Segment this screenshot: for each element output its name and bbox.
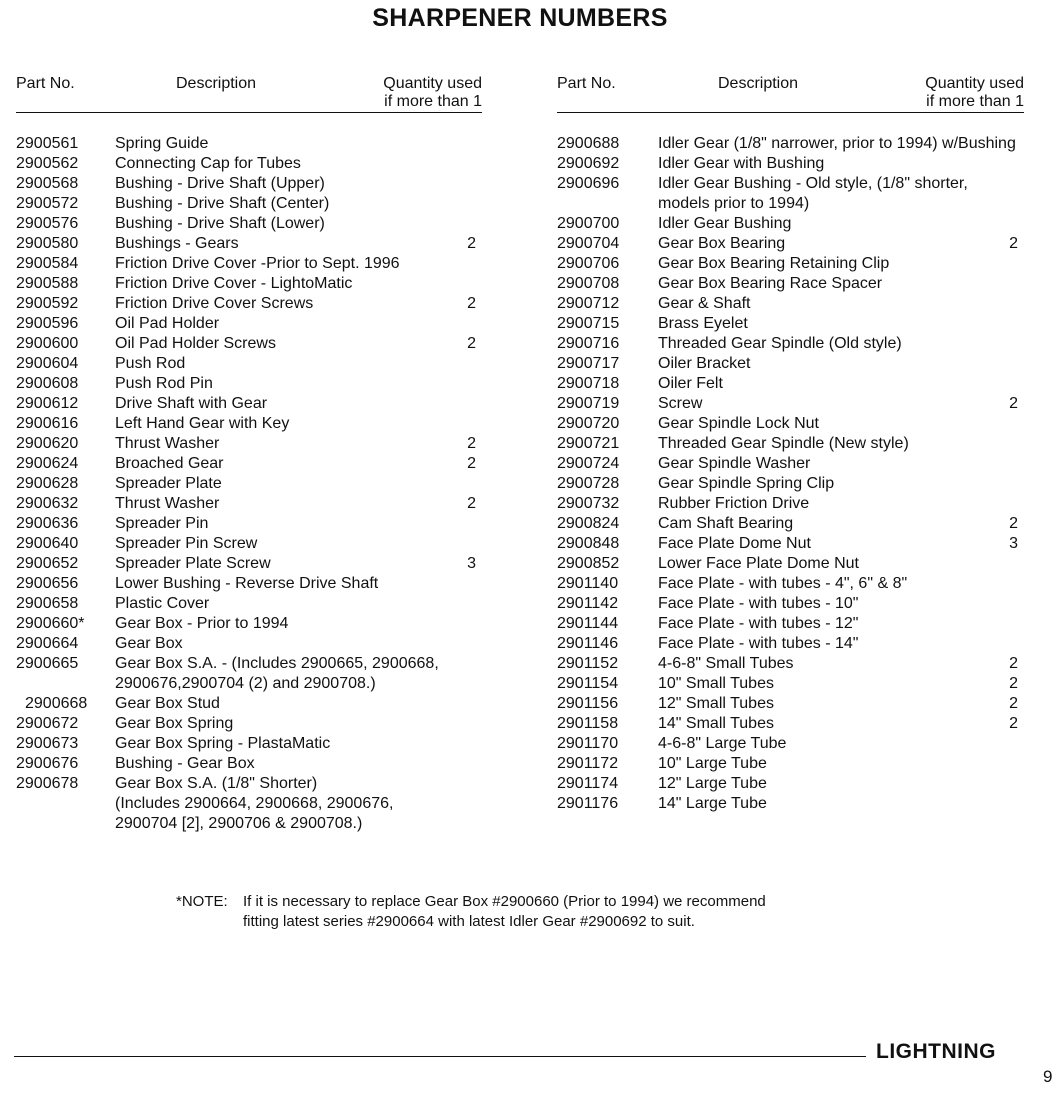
part-number: 2900696 bbox=[557, 175, 620, 192]
part-number: 2900717 bbox=[557, 355, 620, 372]
part-description: 4-6-8" Small Tubes bbox=[658, 655, 794, 672]
part-number: 2901146 bbox=[557, 635, 619, 652]
table-row bbox=[557, 414, 1024, 434]
part-number: 2900678 bbox=[16, 775, 79, 792]
table-row bbox=[557, 314, 1024, 334]
part-description: Friction Drive Cover - LightoMatic bbox=[115, 275, 353, 292]
part-number: 2900720 bbox=[557, 415, 620, 432]
part-quantity: 2 bbox=[467, 455, 476, 472]
table-row bbox=[16, 514, 482, 534]
part-quantity: 2 bbox=[467, 335, 476, 352]
part-number: 2900700 bbox=[557, 215, 620, 232]
table-row bbox=[557, 714, 1024, 734]
part-description: Push Rod Pin bbox=[115, 375, 213, 392]
part-description: Bushing - Drive Shaft (Center) bbox=[115, 195, 330, 212]
part-number: 2900672 bbox=[16, 715, 79, 732]
part-number: 2900636 bbox=[16, 515, 79, 532]
part-description: Gear Spindle Lock Nut bbox=[658, 415, 819, 432]
table-row bbox=[16, 694, 482, 714]
part-number: 2900692 bbox=[557, 155, 620, 172]
part-description: Gear Box Stud bbox=[115, 695, 220, 712]
table-row bbox=[16, 214, 482, 234]
part-description: Idler Gear Bushing bbox=[658, 215, 792, 232]
part-number: 2901172 bbox=[557, 755, 619, 772]
part-number: 2900716 bbox=[557, 335, 620, 352]
table-row bbox=[557, 674, 1024, 694]
table-row bbox=[557, 394, 1024, 414]
part-description: Idler Gear with Bushing bbox=[658, 155, 825, 172]
part-description: 10" Large Tube bbox=[658, 755, 767, 772]
note-label: *NOTE: bbox=[176, 893, 228, 910]
part-description: 4-6-8" Large Tube bbox=[658, 735, 787, 752]
part-number: 2901154 bbox=[557, 675, 619, 692]
part-description: models prior to 1994) bbox=[658, 195, 810, 212]
table-row bbox=[16, 814, 482, 834]
part-description: Oiler Bracket bbox=[658, 355, 751, 372]
footer-divider bbox=[14, 1056, 866, 1057]
table-row bbox=[16, 794, 482, 814]
table-header-left bbox=[16, 74, 482, 113]
part-number: 2900592 bbox=[16, 295, 79, 312]
table-row bbox=[16, 774, 482, 794]
part-description: Rubber Friction Drive bbox=[658, 495, 810, 512]
header-quantity bbox=[383, 75, 482, 111]
part-description: Lower Bushing - Reverse Drive Shaft bbox=[115, 575, 379, 592]
part-description: Gear Box Bearing bbox=[658, 235, 786, 252]
table-row bbox=[16, 614, 482, 634]
part-number: 2900624 bbox=[16, 455, 79, 472]
part-description: 14" Large Tube bbox=[658, 795, 767, 812]
table-row bbox=[557, 434, 1024, 454]
part-number: 2900640 bbox=[16, 535, 79, 552]
part-number: 2900706 bbox=[557, 255, 620, 272]
part-number: 2900616 bbox=[16, 415, 79, 432]
part-number: 2900584 bbox=[16, 255, 79, 272]
part-description: Bushing - Drive Shaft (Upper) bbox=[115, 175, 325, 192]
part-number: 2900718 bbox=[557, 375, 620, 392]
page-number: 9 bbox=[1043, 1067, 1053, 1086]
table-row bbox=[16, 354, 482, 374]
table-row bbox=[557, 194, 1024, 214]
part-quantity: 2 bbox=[467, 495, 476, 512]
part-number: 2901140 bbox=[557, 575, 619, 592]
table-header-right bbox=[557, 74, 1024, 113]
part-number: 2901152 bbox=[557, 655, 619, 672]
part-description: Brass Eyelet bbox=[658, 315, 748, 332]
note-line-1: If it is necessary to replace Gear Box #2900660 (Prior to 1994) we recommend bbox=[243, 893, 766, 910]
part-description: Connecting Cap for Tubes bbox=[115, 155, 301, 172]
part-number: 2900608 bbox=[16, 375, 79, 392]
part-number: 2900728 bbox=[557, 475, 620, 492]
part-quantity: 2 bbox=[467, 435, 476, 452]
table-row bbox=[557, 254, 1024, 274]
part-number: 2900572 bbox=[16, 195, 79, 212]
part-number: 2901170 bbox=[557, 735, 619, 752]
part-description: Oil Pad Holder Screws bbox=[115, 335, 276, 352]
part-description: Plastic Cover bbox=[115, 595, 210, 612]
table-row bbox=[557, 474, 1024, 494]
table-row bbox=[16, 714, 482, 734]
table-row bbox=[557, 634, 1024, 654]
part-number: 2900665 bbox=[16, 655, 79, 672]
part-description: Gear Box - Prior to 1994 bbox=[115, 615, 289, 632]
table-row bbox=[16, 654, 482, 674]
table-row bbox=[557, 534, 1024, 554]
part-description: Threaded Gear Spindle (New style) bbox=[658, 435, 909, 452]
table-row bbox=[16, 154, 482, 174]
table-row bbox=[557, 214, 1024, 234]
table-row bbox=[557, 274, 1024, 294]
part-description: Thrust Washer bbox=[115, 495, 220, 512]
part-description: Oiler Felt bbox=[658, 375, 723, 392]
table-row bbox=[16, 674, 482, 694]
part-description: Push Rod bbox=[115, 355, 186, 372]
part-description: 12" Small Tubes bbox=[658, 695, 774, 712]
part-number: 2900596 bbox=[16, 315, 79, 332]
part-number: 2901156 bbox=[557, 695, 619, 712]
part-number: 2900668 bbox=[25, 695, 88, 712]
part-number: 2900848 bbox=[557, 535, 620, 552]
part-description: Thrust Washer bbox=[115, 435, 220, 452]
table-row bbox=[16, 534, 482, 554]
table-row bbox=[16, 734, 482, 754]
header-description: Description bbox=[718, 75, 799, 92]
part-description: Gear & Shaft bbox=[658, 295, 751, 312]
table-row bbox=[16, 274, 482, 294]
table-row bbox=[16, 634, 482, 654]
part-description: Bushing - Gear Box bbox=[115, 755, 255, 772]
part-quantity: 2 bbox=[1009, 235, 1018, 252]
table-row bbox=[557, 654, 1024, 674]
table-row bbox=[16, 134, 482, 154]
part-number: 2900712 bbox=[557, 295, 620, 312]
part-description: Spreader Pin Screw bbox=[115, 535, 258, 552]
part-number: 2900664 bbox=[16, 635, 79, 652]
part-description: Gear Spindle Spring Clip bbox=[658, 475, 835, 492]
page-title: SHARPENER NUMBERS bbox=[372, 4, 668, 32]
part-number: 2900732 bbox=[557, 495, 620, 512]
part-description: Gear Box bbox=[115, 635, 183, 652]
table-row bbox=[16, 234, 482, 254]
part-quantity: 2 bbox=[1009, 675, 1018, 692]
part-description: Gear Box S.A. (1/8" Shorter) bbox=[115, 775, 318, 792]
part-number: 2900568 bbox=[16, 175, 79, 192]
part-description: Spring Guide bbox=[115, 135, 209, 152]
part-description: 12" Large Tube bbox=[658, 775, 767, 792]
part-number: 2901176 bbox=[557, 795, 619, 812]
table-row bbox=[557, 234, 1024, 254]
part-number: 2901142 bbox=[557, 595, 619, 612]
part-number: 2900824 bbox=[557, 515, 620, 532]
part-quantity: 2 bbox=[467, 295, 476, 312]
table-row bbox=[16, 454, 482, 474]
table-row bbox=[16, 494, 482, 514]
table-row bbox=[557, 494, 1024, 514]
table-row bbox=[557, 514, 1024, 534]
part-number: 2900562 bbox=[16, 155, 79, 172]
header-quantity-line2: if more than 1 bbox=[384, 93, 482, 110]
part-description: Idler Gear (1/8" narrower, prior to 1994) w/Bushing bbox=[658, 135, 1016, 152]
table-row bbox=[16, 394, 482, 414]
header-quantity-line1: Quantity used bbox=[383, 75, 482, 92]
part-description: Screw bbox=[658, 395, 703, 412]
table-row bbox=[16, 374, 482, 394]
table-row bbox=[557, 454, 1024, 474]
part-number: 2900604 bbox=[16, 355, 79, 372]
table-row bbox=[16, 174, 482, 194]
note-line-2: fitting latest series #2900664 with latest Idler Gear #2900692 to suit. bbox=[243, 913, 695, 930]
part-description: Gear Box Spring - PlastaMatic bbox=[115, 735, 331, 752]
part-description: Bushing - Drive Shaft (Lower) bbox=[115, 215, 325, 232]
part-number: 2900673 bbox=[16, 735, 79, 752]
table-row bbox=[16, 414, 482, 434]
part-number: 2901158 bbox=[557, 715, 619, 732]
header-quantity bbox=[925, 75, 1024, 111]
part-description: Bushings - Gears bbox=[115, 235, 239, 252]
part-number: 2900656 bbox=[16, 575, 79, 592]
part-number: 2900576 bbox=[16, 215, 79, 232]
part-number: 2901174 bbox=[557, 775, 619, 792]
part-quantity: 2 bbox=[1009, 515, 1018, 532]
part-number: 2900852 bbox=[557, 555, 620, 572]
table-row bbox=[16, 594, 482, 614]
table-row bbox=[557, 574, 1024, 594]
table-row bbox=[16, 294, 482, 314]
part-description: Spreader Plate bbox=[115, 475, 222, 492]
part-description: Left Hand Gear with Key bbox=[115, 415, 290, 432]
table-row bbox=[557, 354, 1024, 374]
part-number: 2900600 bbox=[16, 335, 79, 352]
part-description: Lower Face Plate Dome Nut bbox=[658, 555, 859, 572]
table-row bbox=[557, 294, 1024, 314]
part-number: 2900704 bbox=[557, 235, 620, 252]
parts-table-left bbox=[16, 74, 482, 834]
table-row bbox=[557, 334, 1024, 354]
header-quantity-line2: if more than 1 bbox=[926, 93, 1024, 110]
part-description: Spreader Pin bbox=[115, 515, 209, 532]
part-quantity: 2 bbox=[1009, 395, 1018, 412]
table-row bbox=[557, 374, 1024, 394]
part-number: 2900620 bbox=[16, 435, 79, 452]
part-description: Face Plate Dome Nut bbox=[658, 535, 811, 552]
part-description: Spreader Plate Screw bbox=[115, 555, 271, 572]
part-quantity: 2 bbox=[1009, 695, 1018, 712]
table-row bbox=[16, 474, 482, 494]
part-description: Face Plate - with tubes - 10" bbox=[658, 595, 859, 612]
part-description: Face Plate - with tubes - 14" bbox=[658, 635, 859, 652]
table-row bbox=[557, 554, 1024, 574]
header-part-no: Part No. bbox=[557, 75, 616, 92]
part-description: 2900676,2900704 (2) and 2900708.) bbox=[115, 675, 376, 692]
part-number: 2900719 bbox=[557, 395, 620, 412]
table-row bbox=[557, 134, 1024, 154]
header-description: Description bbox=[176, 75, 257, 92]
part-description: Idler Gear Bushing - Old style, (1/8" shorter, bbox=[658, 175, 968, 192]
part-description: 2900704 [2], 2900706 & 2900708.) bbox=[115, 815, 363, 832]
table-body-right bbox=[557, 134, 1024, 814]
part-description: Oil Pad Holder bbox=[115, 315, 220, 332]
table-row bbox=[557, 614, 1024, 634]
part-quantity: 2 bbox=[467, 235, 476, 252]
table-row bbox=[557, 154, 1024, 174]
table-row bbox=[16, 254, 482, 274]
part-number: 2900632 bbox=[16, 495, 79, 512]
part-number: 2900708 bbox=[557, 275, 620, 292]
table-row bbox=[557, 174, 1024, 194]
part-description: Face Plate - with tubes - 12" bbox=[658, 615, 859, 632]
table-row bbox=[16, 314, 482, 334]
part-number: 2900628 bbox=[16, 475, 79, 492]
table-row bbox=[557, 694, 1024, 714]
table-row bbox=[557, 594, 1024, 614]
part-number: 2900660* bbox=[16, 615, 85, 632]
table-row bbox=[16, 334, 482, 354]
parts-table-right bbox=[557, 74, 1024, 814]
part-number: 2900688 bbox=[557, 135, 620, 152]
part-description: Gear Box S.A. - (Includes 2900665, 2900668, bbox=[115, 655, 439, 672]
table-row bbox=[16, 574, 482, 594]
part-number: 2900676 bbox=[16, 755, 79, 772]
table-row bbox=[16, 194, 482, 214]
part-quantity: 2 bbox=[1009, 715, 1018, 732]
part-description: Friction Drive Cover -Prior to Sept. 1996 bbox=[115, 255, 400, 272]
table-row bbox=[557, 734, 1024, 754]
part-description: 14" Small Tubes bbox=[658, 715, 774, 732]
part-number: 2901144 bbox=[557, 615, 619, 632]
table-row bbox=[16, 754, 482, 774]
header-quantity-line1: Quantity used bbox=[925, 75, 1024, 92]
part-description: Broached Gear bbox=[115, 455, 224, 472]
table-row bbox=[557, 794, 1024, 814]
part-description: Gear Box Bearing Retaining Clip bbox=[658, 255, 890, 272]
table-row bbox=[16, 554, 482, 574]
part-number: 2900588 bbox=[16, 275, 79, 292]
table-row bbox=[557, 774, 1024, 794]
part-number: 2900721 bbox=[557, 435, 620, 452]
part-description: (Includes 2900664, 2900668, 2900676, bbox=[115, 795, 394, 812]
part-description: Friction Drive Cover Screws bbox=[115, 295, 314, 312]
table-body-left bbox=[16, 134, 482, 834]
part-number: 2900652 bbox=[16, 555, 79, 572]
part-number: 2900580 bbox=[16, 235, 79, 252]
part-quantity: 3 bbox=[1009, 535, 1018, 552]
part-number: 2900561 bbox=[16, 135, 79, 152]
part-description: Face Plate - with tubes - 4", 6" & 8" bbox=[658, 575, 908, 592]
part-description: Gear Box Spring bbox=[115, 715, 234, 732]
part-description: Cam Shaft Bearing bbox=[658, 515, 794, 532]
part-number: 2900724 bbox=[557, 455, 620, 472]
brand-name: LIGHTNING bbox=[876, 1040, 996, 1063]
part-quantity: 2 bbox=[1009, 655, 1018, 672]
part-number: 2900612 bbox=[16, 395, 79, 412]
part-number: 2900715 bbox=[557, 315, 620, 332]
table-row bbox=[16, 434, 482, 454]
part-number: 2900658 bbox=[16, 595, 79, 612]
header-part-no: Part No. bbox=[16, 75, 75, 92]
part-description: 10" Small Tubes bbox=[658, 675, 774, 692]
part-description: Gear Spindle Washer bbox=[658, 455, 811, 472]
part-description: Drive Shaft with Gear bbox=[115, 395, 268, 412]
part-description: Threaded Gear Spindle (Old style) bbox=[658, 335, 902, 352]
part-quantity: 3 bbox=[467, 555, 476, 572]
part-description: Gear Box Bearing Race Spacer bbox=[658, 275, 883, 292]
table-row bbox=[557, 754, 1024, 774]
